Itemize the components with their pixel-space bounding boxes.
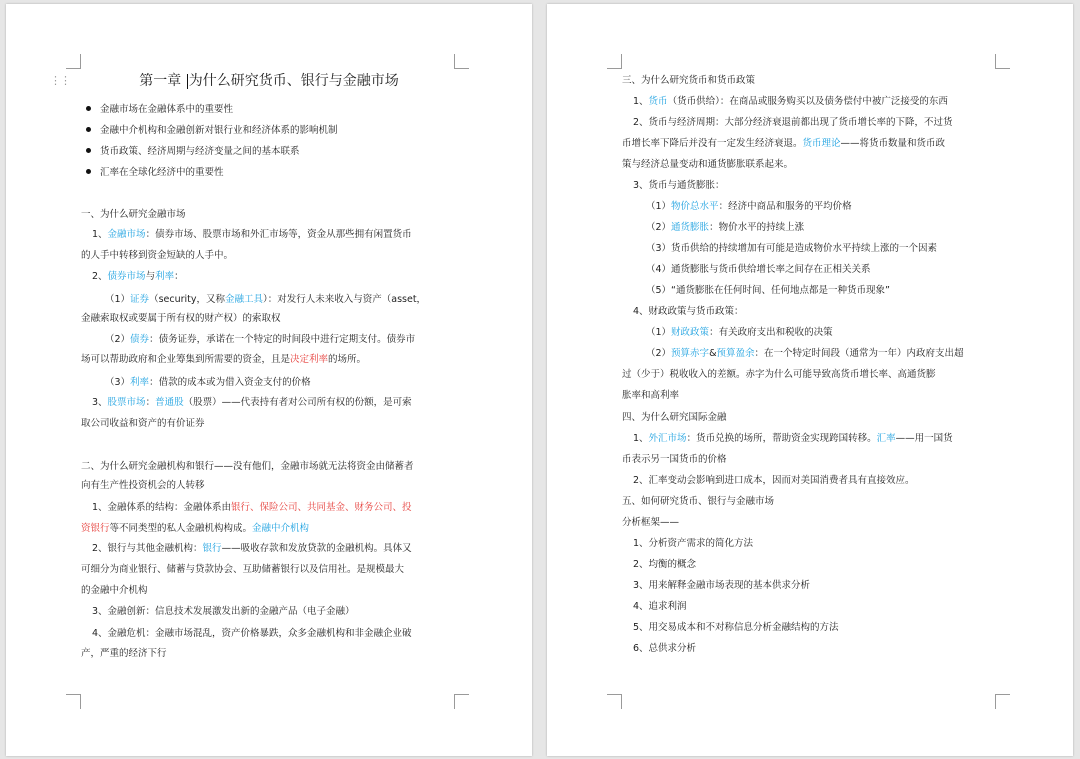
text-run: （1） [105, 294, 131, 305]
text-run: （股票）——代表持有者对公司所有权的份额，是可索 [183, 397, 412, 408]
text-line [547, 347, 1073, 361]
text-run: ：在一个特定时间段（通常为一年）内政府支出超 [754, 348, 964, 359]
text-line [547, 495, 1073, 509]
drag-handle-icon[interactable]: ⋮⋮ [50, 74, 70, 87]
bullet-dot-icon [86, 127, 91, 132]
highlighted-term: 资银行 [81, 523, 110, 534]
text-run: 金融索取权或要属于所有权的财产权）的索取权 [81, 313, 281, 324]
text-run: （security，又称 [149, 294, 225, 305]
text-line [547, 179, 1073, 193]
text-run: 二、为什么研究金融机构和银行——没有他们，金融市场就无法将资金由储蓄者 [81, 461, 414, 472]
text-line [547, 516, 1073, 530]
margin-corner-mark [66, 54, 81, 69]
title-chapter: 第一章 [139, 73, 186, 89]
text-run: 1、分析资产需求的简化方法 [633, 538, 754, 549]
text-run: ： [174, 271, 184, 282]
text-cursor [187, 74, 188, 89]
text-run: 5、用交易成本和不对称信息分析金融结构的方法 [633, 622, 839, 633]
text-run: 3、 [92, 397, 108, 408]
highlighted-term: 外汇市场 [648, 433, 687, 444]
text-run: 与 [145, 271, 156, 282]
margin-corner-mark [995, 54, 1010, 69]
text-run: 场可以帮助政府和企业筹集到所需要的资金，且是 [81, 354, 291, 365]
text-line [6, 249, 532, 263]
bullet-item [6, 166, 532, 180]
text-line [6, 376, 532, 390]
text-line [547, 411, 1073, 425]
text-run: （1） [646, 201, 672, 212]
text-run: （4）通货膨胀与货币供给增长率之间存在正相关关系 [646, 264, 871, 275]
highlighted-term: 决定利率 [290, 354, 329, 365]
highlighted-term: 预算盈余 [716, 348, 755, 359]
text-line [6, 270, 532, 284]
text-run: 1、金融体系的结构：金融体系由 [92, 502, 232, 513]
text-line [6, 563, 532, 577]
text-run: 的人手中转移到资金短缺的人手中。 [81, 250, 234, 261]
margin-corner-mark [454, 54, 469, 69]
highlighted-term: 利率 [130, 377, 150, 388]
text-run: ——用一国货 [895, 433, 953, 444]
bullet-item [6, 145, 532, 159]
bullet-text: 汇率在全球化经济中的重要性 [100, 167, 224, 178]
text-line [6, 293, 532, 307]
text-line [6, 522, 532, 536]
text-run: 一、为什么研究金融市场 [81, 209, 186, 220]
text-line [6, 627, 532, 641]
text-run: 1、 [92, 229, 108, 240]
text-run: 2、 [92, 271, 108, 282]
text-line [6, 417, 532, 431]
text-run: ——吸收存款和发放贷款的金融机构。具体又 [221, 543, 412, 554]
text-run: 分析框架—— [622, 517, 680, 528]
text-line [547, 326, 1073, 340]
text-line [6, 228, 532, 242]
text-run: 3、用来解释金融市场表现的基本供求分析 [633, 580, 811, 591]
text-line [6, 605, 532, 619]
highlighted-term: 利率 [155, 271, 175, 282]
page-title [6, 72, 532, 90]
text-line [547, 200, 1073, 214]
text-line [547, 284, 1073, 298]
text-run: ：借款的成本或为借入资金支付的价格 [149, 377, 311, 388]
text-line [547, 116, 1073, 130]
text-line [547, 368, 1073, 382]
highlighted-term: 货币理论 [802, 138, 841, 149]
text-run: ）：对发行人未来收入与资产（asset， [263, 294, 427, 305]
text-line [547, 389, 1073, 403]
highlighted-term: 银行、保险公司、共同基金、财务公司、投 [231, 502, 412, 513]
text-line [6, 312, 532, 326]
text-run: 取公司收益和资产的有价证券 [81, 418, 205, 429]
bullet-dot-icon [86, 148, 91, 153]
highlighted-term: 债券市场 [107, 271, 146, 282]
bullet-text: 金融市场在金融体系中的重要性 [100, 104, 234, 115]
text-run: 1、 [633, 433, 649, 444]
text-line [6, 542, 532, 556]
text-line [547, 305, 1073, 319]
highlighted-term: 通货膨胀 [671, 222, 710, 233]
text-run: ：货币兑换的场所，帮助资金实现跨国转移。 [686, 433, 877, 444]
text-run: 可细分为商业银行、储蓄与贷款协会、互助储蓄银行以及信用社。是规模最大 [81, 564, 405, 575]
text-line [547, 579, 1073, 593]
text-run: 的场所。 [328, 354, 367, 365]
margin-corner-mark [607, 54, 622, 69]
text-run: 币表示另一国货币的价格 [622, 454, 727, 465]
bullet-dot-icon [86, 169, 91, 174]
text-line [547, 642, 1073, 656]
text-run: （2） [105, 334, 131, 345]
bullet-dot-icon [86, 106, 91, 111]
margin-corner-mark [607, 694, 622, 709]
text-line [547, 537, 1073, 551]
text-line [6, 396, 532, 410]
text-run: 的金融中介机构 [81, 585, 148, 596]
highlighted-term: 金融工具 [225, 294, 264, 305]
highlighted-term: 汇率 [876, 433, 896, 444]
text-line [547, 474, 1073, 488]
text-line [547, 558, 1073, 572]
text-run: ：债券市场、股票市场和外汇市场等，资金从那些拥有闲置货币 [145, 229, 412, 240]
text-line [6, 333, 532, 347]
text-run: ：有关政府支出和税收的决策 [709, 327, 833, 338]
text-run: 2、银行与其他金融机构： [92, 543, 203, 554]
bullet-item [6, 124, 532, 138]
text-line [6, 647, 532, 661]
bullet-text: 金融中介机构和金融创新对银行业和经济体系的影响机制 [100, 125, 338, 136]
text-line [6, 584, 532, 598]
highlighted-term: 普通股 [155, 397, 184, 408]
text-run: 产，严重的经济下行 [81, 648, 167, 659]
text-run: 向有生产性投资机会的人转移 [81, 480, 205, 491]
highlighted-term: 预算赤字 [671, 348, 710, 359]
highlighted-term: 证券 [130, 294, 150, 305]
text-run: & [709, 348, 717, 359]
text-line [6, 460, 532, 474]
text-line [6, 501, 532, 515]
highlighted-term: 金融中介机构 [252, 523, 310, 534]
text-run: 等不同类型的私人金融机构构成。 [109, 523, 253, 534]
text-run: ：债务证券，承诺在一个特定的时间段中进行定期支付。债券市 [149, 334, 416, 345]
text-run: 2、汇率变动会影响到进口成本，因而对美国消费者具有直接效应。 [633, 475, 915, 486]
text-line [547, 221, 1073, 235]
text-line [6, 208, 532, 222]
text-line [547, 158, 1073, 172]
document-page-right[interactable] [547, 4, 1073, 756]
margin-corner-mark [66, 694, 81, 709]
text-run: 三、为什么研究货币和货币政策 [622, 75, 756, 86]
text-run: 1、 [633, 96, 649, 107]
text-line [547, 137, 1073, 151]
text-run: 4、金融危机：金融市场混乱，资产价格暴跌，众多金融机构和非金融企业破 [92, 628, 412, 639]
text-run: 过（少于）税收收入的差额。赤字为什么可能导致高货币增长率、高通货膨 [622, 369, 936, 380]
text-run: （货币供给）：在商品或服务购买以及债务偿付中被广泛接受的东西 [667, 96, 948, 107]
text-run: 胀率和高利率 [622, 390, 680, 401]
text-run: 2、货币与经济周期：大部分经济衰退前都出现了货币增长率的下降，不过货 [633, 117, 953, 128]
text-run: （1） [646, 327, 672, 338]
highlighted-term: 货币 [648, 96, 668, 107]
highlighted-term: 银行 [202, 543, 222, 554]
text-run: 币增长率下降后并没有一定发生经济衰退。 [622, 138, 803, 149]
highlighted-term: 物价总水平 [671, 201, 719, 212]
text-run: 3、货币与通货膨胀： [633, 180, 725, 191]
text-run: ——将货币数量和货币政 [840, 138, 946, 149]
text-run: ：经济中商品和服务的平均价格 [718, 201, 852, 212]
text-run: （3）货币供给的持续增加有可能是造成物价水平持续上涨的一个因素 [646, 243, 938, 254]
text-run: 4、财政政策与货币政策： [633, 306, 744, 317]
text-run: （3） [105, 377, 131, 388]
text-run: 五、如何研究货币、银行与金融市场 [622, 496, 775, 507]
highlighted-term: 财政政策 [671, 327, 710, 338]
text-run: 2、均衡的概念 [633, 559, 697, 570]
text-line [6, 479, 532, 493]
text-run: ： [145, 397, 156, 408]
text-run: （5）“通货膨胀在任何时间、任何地点都是一种货币现象” [646, 285, 890, 296]
bullet-text: 货币政策、经济周期与经济变量之间的基本联系 [100, 146, 300, 157]
title-text: 为什么研究货币、银行与金融市场 [188, 73, 399, 89]
highlighted-term: 债券 [130, 334, 150, 345]
text-run: 3、金融创新：信息技术发展激发出新的金融产品（电子金融） [92, 606, 355, 617]
text-run: 4、追求利润 [633, 601, 687, 612]
text-line [547, 621, 1073, 635]
document-page-left[interactable] [6, 4, 532, 756]
text-run: （2） [646, 222, 672, 233]
text-line [547, 453, 1073, 467]
text-line [547, 74, 1073, 88]
text-run: 6、总供求分析 [633, 643, 697, 654]
text-run: ：物价水平的持续上涨 [709, 222, 805, 233]
margin-corner-mark [995, 694, 1010, 709]
text-run: （2） [646, 348, 672, 359]
text-line [547, 432, 1073, 446]
highlighted-term: 金融市场 [107, 229, 146, 240]
text-run: 四、为什么研究国际金融 [622, 412, 727, 423]
text-line [547, 600, 1073, 614]
text-line [547, 263, 1073, 277]
text-line [6, 353, 532, 367]
bullet-item [6, 103, 532, 117]
margin-corner-mark [454, 694, 469, 709]
text-line [547, 242, 1073, 256]
text-run: 策与经济总量变动和通货膨胀联系起来。 [622, 159, 794, 170]
text-line [547, 95, 1073, 109]
highlighted-term: 股票市场 [107, 397, 146, 408]
